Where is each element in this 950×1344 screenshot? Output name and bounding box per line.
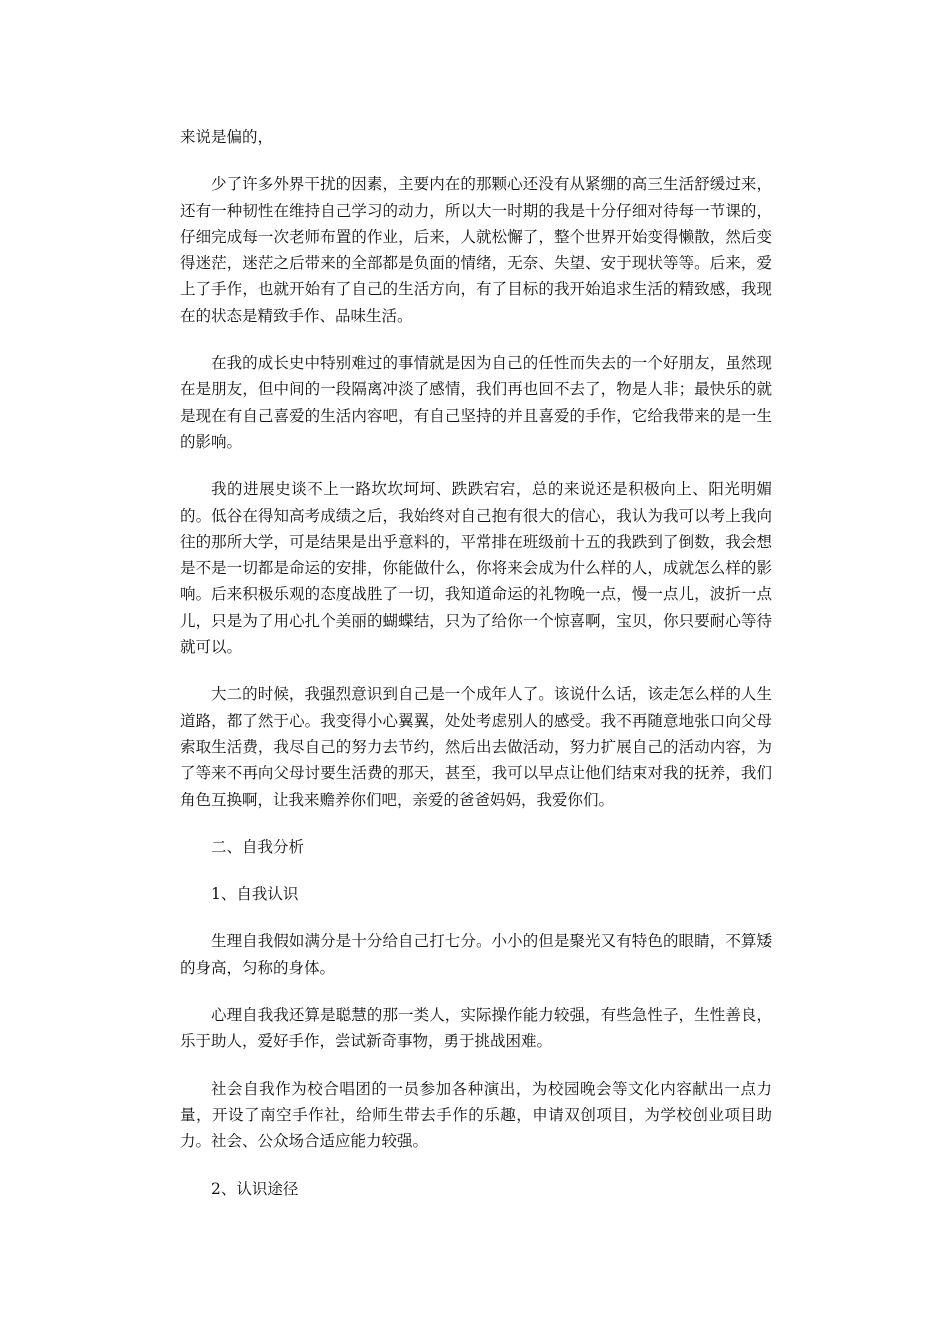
paragraph-continuation: 来说是偏的， bbox=[180, 128, 274, 146]
paragraph-sophomore-year: 大二的时候，我强烈意识到自己是一个成年人了。该说什么话，该走怎么样的人生道路，都了然于心。我变得小心翼翼，处处考虑别人的感受。我不再随意地张口向父母索取生活费，我尽自己的努力去节约，然后出去做活动，努力扩展自己的活动内容，为了等来不再向父母讨要生活费的那天，甚至，我可以早点让他们结束对我的抚养，我们角色互换啊，让我来赡养你们吧，亲爱的爸爸妈妈，我爱你们。 bbox=[180, 685, 772, 809]
subheading-recognition-approach: 2、认识途径 bbox=[211, 1179, 299, 1198]
paragraph-college-first-year: 少了许多外界干扰的因素，主要内在的那颗心还没有从紧绷的高三生活舒缓过来，还有一种韧性在维持自己学习的动力，所以大一时期的我是十分仔细对待每一节课的，仔细完成每一次老师布置的作业，后来，人就松懈了，整个世界开始变得懒散，然后变得迷茫，迷茫之后带来的全部都是负面的情绪，无奈、失望、安于现状等等。后来，爱上了手作，也就开始有了自己的生活方向，有了目标的我开始追求生活的精致感，我现在的状态是精致手作、品味生活。 bbox=[180, 175, 772, 325]
paragraph-growth-history: 在我的成长史中特别难过的事情就是因为自己的任性而失去的一个好朋友，虽然现在是朋友，但中间的一段隔离冲淡了感情，我们再也回不去了，物是人非；最快乐的就是现在有自己喜爱的生活内容吧，有自己坚持的并且喜爱的手作，它给我带来的是一生的影响。 bbox=[180, 354, 772, 451]
paragraph-development-history: 我的进展史谈不上一路坎坎坷坷、跌跌宕宕，总的来说还是积极向上、阳光明媚的。低谷在得知高考成绩之后，我始终对自己抱有很大的信心，我认为我可以考上我向往的那所大学，可是结果是出乎意料的，平常排在班级前十五的我跌到了倒数，我会想是不是一切都是命运的安排，你能做什么，你将来会成为什么样的人，成就怎么样的影响。后来积极乐观的态度战胜了一切，我知道命运的礼物晚一点，慢一点儿，波折一点儿，只是为了用心扎个美丽的蝴蝶结，只为了给你一个惊喜啊，宝贝，你只要耐心等待就可以。 bbox=[180, 480, 772, 657]
paragraph-physical-self: 生理自我假如满分是十分给自己打七分。小小的但是聚光又有特色的眼睛，不算矮的身高，匀称的身体。 bbox=[180, 932, 772, 977]
section-heading-self-analysis: 二、自我分析 bbox=[211, 837, 305, 856]
paragraph-psychological-self: 心理自我我还算是聪慧的那一类人，实际操作能力较强，有些急性子，生性善良，乐于助人，爱好手作，尝试新奇事物，勇于挑战困难。 bbox=[180, 1006, 772, 1051]
paragraph-social-self: 社会自我作为校合唱团的一员参加各种演出，为校园晚会等文化内容献出一点力量，开设了南空手作社，给师生带去手作的乐趣，申请双创项目，为学校创业项目助力。社会、公众场合适应能力较强。 bbox=[180, 1079, 772, 1151]
document-body bbox=[180, 124, 772, 1202]
subheading-self-awareness: 1、自我认识 bbox=[211, 885, 299, 904]
